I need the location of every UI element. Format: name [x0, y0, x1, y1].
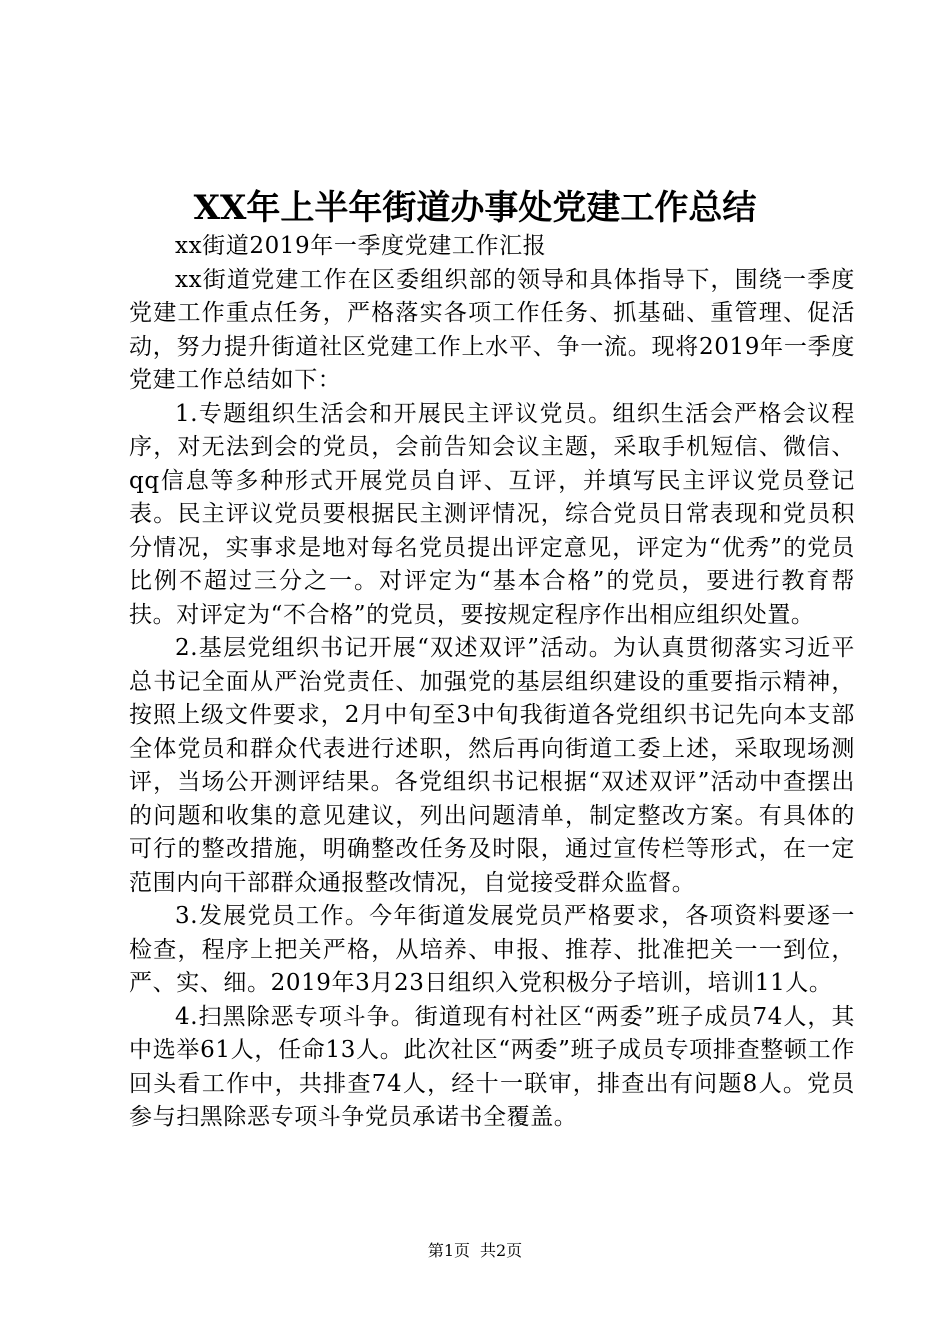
- document-title: XX年上半年街道办事处党建工作总结: [193, 188, 757, 228]
- paragraph-item-3: 3.发展党员工作。今年街道发展党员严格要求，各项资料要逐一检查，程序上把关严格，从培养、申报、推荐、批准把关一一到位，严、实、细。2019年3月23日组织入党积极分子培训，培训11人。: [129, 903, 855, 996]
- page-footer: [0, 1240, 950, 1262]
- paragraph-intro: xx街道党建工作在区委组织部的领导和具体指导下，围绕一季度党建工作重点任务，严格落实各项工作任务、抓基础、重管理、促活动，努力提升街道社区党建工作上水平、争一流。现将2019年一季度党建工作总结如下：: [129, 266, 855, 393]
- document-body: [129, 230, 855, 1135]
- paragraph-item-4: 4.扫黑除恶专项斗争。街道现有村社区“两委”班子成员74人，其中选举61人，任命13人。此次社区“两委”班子成员专项排查整顿工作回头看工作中，共排查74人，经十一联审，排查出有问题8人。党员参与扫黑除恶专项斗争党员承诺书全覆盖。: [129, 1003, 855, 1130]
- paragraph-item-1: 1.专题组织生活会和开展民主评议党员。组织生活会严格会议程序，对无法到会的党员，会前告知会议主题，采取手机短信、微信、qq信息等多种形式开展党员自评、互评，并填写民主评议党员登记表。民主评议党员要根据民主测评情况，综合党员日常表现和党员积分情况，实事求是地对每名党员提出评定意见，评定为“优秀”的党员比例不超过三分之一。对评定为“基本合格”的党员，要进行教育帮扶。对评定为“不合格”的党员，要按规定程序作出相应组织处置。: [129, 400, 855, 628]
- paragraph-item-2: 2.基层党组织书记开展“双述双评”活动。为认真贯彻落实习近平总书记全面从严治党责任、加强党的基层组织建设的重要指示精神，按照上级文件要求，2月中旬至3中旬我街道各党组织书记先向本支部全体党员和群众代表进行述职，然后再向街道工委上述，采取现场测评，当场公开测评结果。各党组织书记根据“双述双评”活动中查摆出的问题和收集的意见建议，列出问题清单，制定整改方案。有具体的可行的整改措施，明确整改任务及时限，通过宣传栏等形式，在一定范围内向干部群众通报整改情况，自觉接受群众监督。: [129, 635, 855, 896]
- paragraph-heading: xx街道2019年一季度党建工作汇报: [175, 233, 547, 259]
- page-number-current: 第1页: [427, 1241, 470, 1260]
- page-number-total: 共2页: [480, 1241, 523, 1260]
